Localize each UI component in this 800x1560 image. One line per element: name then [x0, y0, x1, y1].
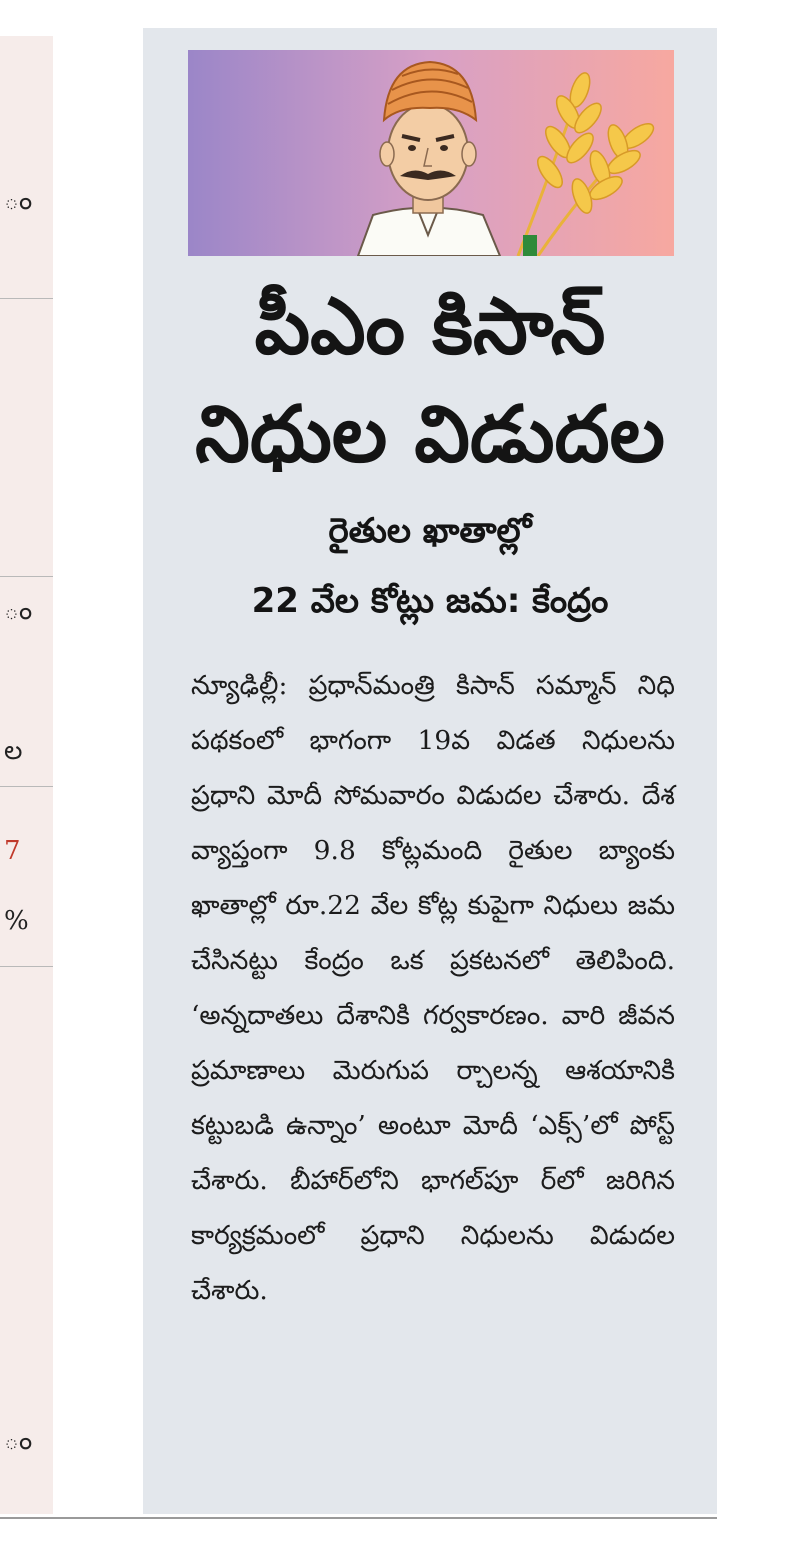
headline-line-1: పీఎం కిసాన్: [254, 282, 606, 372]
column-divider: [0, 966, 53, 967]
adjacent-text-fragment: ల: [4, 736, 23, 766]
farmer-illustration: [188, 50, 674, 256]
adjacent-text-fragment: 7: [4, 836, 21, 866]
article-body: న్యూఢిల్లీ: ప్రధాన్‌మంత్రి కిసాన్ సమ్మాన్ నిధి పథకంలో భాగంగా 19వ విడత నిధులను ప్రధాని మోదీ సోమవారం విడుదల చేశారు. దేశ వ్యాప్తంగా 9.8 కోట్లమంది రైతుల బ్యాంకు ఖాతాల్లో రూ.22 వేల కోట్ల కుపైగా నిధులు జమ చేసినట్టు కేంద్రం ఒక ప్రకటనలో తెలిపింది. ‘అన్నదాతలు దేశానికి గర్వకారణం. వారి జీవన ప్రమాణాలు మెరుగుప ర్చాలన్న ఆశయానికి కట్టుబడి ఉన్నాం’ అంటూ మోదీ ‘ఎక్స్’లో పోస్ట్ చేశారు. బీహార్‌లోని భాగల్‌పూ ర్‌లో జరిగిన కార్యక్రమంలో ప్రధాని నిధులను విడుదల చేశారు.: [191, 670, 675, 1306]
news-article: [143, 28, 717, 1514]
page-bottom-rule: [0, 1517, 717, 1519]
subheadline-line-2: 22 వేల కోట్లు జమ: కేంద్రం: [251, 581, 609, 621]
column-divider: [0, 298, 53, 299]
headline-line-2: నిధుల విడుదల: [195, 390, 665, 480]
adjacent-text-fragment: ం: [4, 1426, 33, 1456]
adjacent-text-fragment: ం: [4, 186, 33, 216]
adjacent-text-fragment: %: [4, 906, 29, 936]
column-divider: [0, 576, 53, 577]
adjacent-column: [0, 36, 53, 1514]
subheadline-line-1: రైతుల ఖాతాల్లో: [328, 511, 532, 551]
column-divider: [0, 786, 53, 787]
adjacent-text-fragment: ం: [4, 596, 33, 626]
